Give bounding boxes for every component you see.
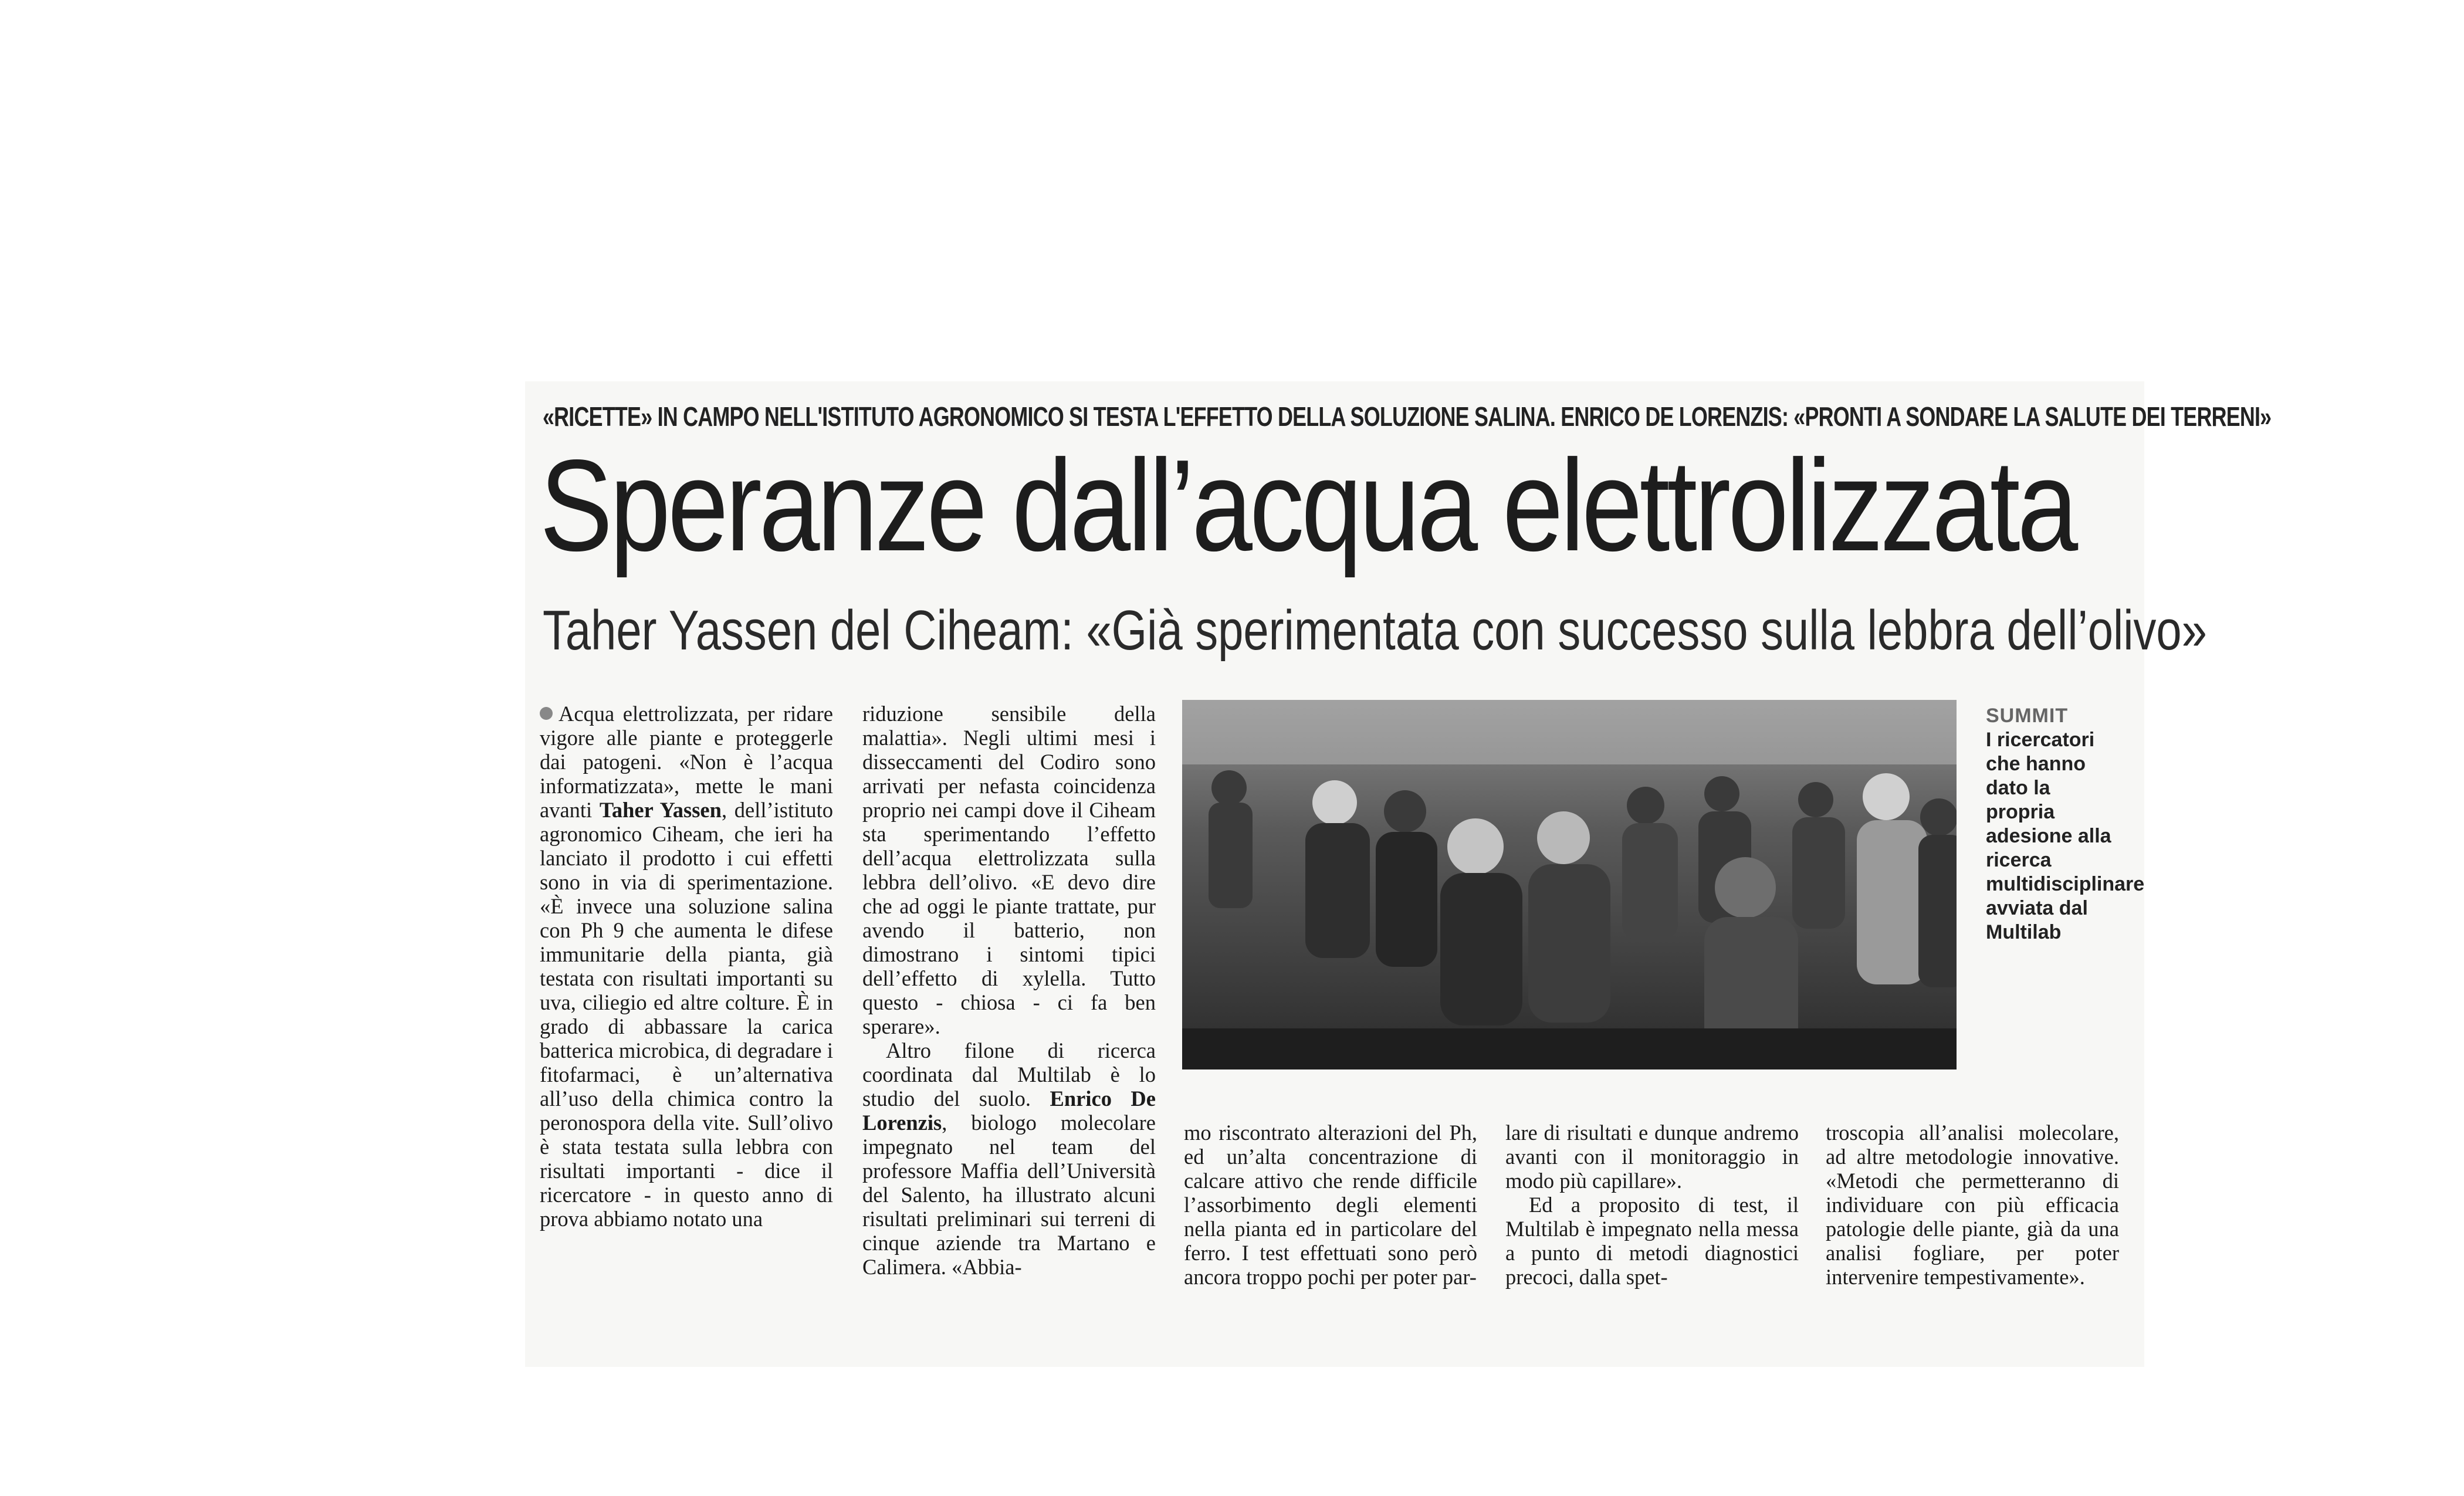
bullet-icon — [540, 707, 553, 720]
article-column-4 — [1505, 1121, 1799, 1289]
article-column-3 — [1184, 1121, 1477, 1289]
body-text: Acqua elettrolizzata, per ridare vigore alle piante e proteggerle dai patogeni. «Non è l’acqua informatizzata», mette le mani avanti — [540, 702, 833, 822]
person-name: Enrico De Lorenzis — [862, 1087, 1156, 1135]
person-name: Taher Yassen — [599, 798, 722, 822]
article-photo — [1182, 700, 1957, 1069]
article-subhead: Taher Yassen del Ciheam: «Già sperimentata con successo sulla lebbra dell’olivo» — [543, 599, 2207, 662]
body-paragraph: lare di risultati e dunque andremo avanti con il monitoraggio in modo più capillare». — [1505, 1121, 1799, 1193]
caption-tag: SUMMIT — [1986, 705, 2069, 727]
photo-caption — [1986, 704, 2145, 945]
article-column-2 — [862, 702, 1156, 1279]
body-paragraph: Ed a proposito di test, il Multilab è impegnato nella messa a punto di metodi diagnostici precoci, dalla spet- — [1505, 1193, 1799, 1289]
article-kicker: «RICETTE» IN CAMPO NELL'ISTITUTO AGRONOMICO SI TESTA L'EFFETTO DELLA SOLUZIONE SALINA. ENRICO DE LORENZIS: «PRONTI A SONDARE LA SALUTE DEI TERRENI» — [543, 401, 2272, 432]
article-headline: Speranze dall’acqua elettrolizzata — [540, 433, 2076, 578]
body-text: , biologo molecolare impegnato nel team del professore Maffia dell’Università del Salento, ha illustrato alcuni risultati preliminari sui terreni di cinque aziende tra Martano e Calimera. «Abbia- — [862, 1111, 1156, 1279]
article-column-5 — [1826, 1121, 2119, 1289]
caption-text: I ricercatori che hanno dato la propria adesione alla ricerca multidisciplinare avviata dal Multilab — [1986, 729, 2145, 943]
body-text: Altro filone di ricerca coordinata dal Multilab è lo studio del suolo. — [862, 1038, 1156, 1111]
body-paragraph: mo riscontrato alterazioni del Ph, ed un’alta concentrazione di calcare attivo che rende difficile l’assorbimento degli elementi nella pianta ed in particolare del ferro. I test effettuati sono però ancora troppo pochi per poter par- — [1184, 1121, 1477, 1289]
article-column-1 — [540, 702, 833, 1231]
body-text: , dell’istituto agronomico Ciheam, che ieri ha lanciato il prodotto i cui effetti sono in via di sperimentazione. «È invece una soluzione salina con Ph 9 che aumenta le difese immunitarie della pianta, già testata con risultati importanti su uva, ciliegio ed altre colture. È in grado di abbassare la carica batterica microbica, di degradare i fitofarmaci, è un’alternativa all’uso della chimica contro la peronospora della vite. Sull’olivo è stata testata sulla lebbra con risultati importanti - dice il ricercatore - in questo anno di prova abbiamo notato una — [540, 798, 834, 1231]
body-paragraph: troscopia all’analisi molecolare, ad altre metodologie innovative. «Metodi che permetteranno di individuare con più efficacia patologie delle piante, già da una analisi fogliare, per poter intervenire tempestivamente». — [1826, 1121, 2119, 1289]
body-paragraph: riduzione sensibile della malattia». Negli ultimi mesi i disseccamenti del Codiro sono arrivati per nefasta coincidenza proprio nei campi dove il Ciheam sta sperimentando l’effetto dell’acqua elettrolizzata sulla lebbra dell’olivo. «E devo dire che ad oggi le piante trattate, pur avendo il batterio, non dimostrano i sintomi tipici dell’effetto di xylella. Tutto questo - chiosa - ci fa ben sperare». — [862, 702, 1156, 1038]
